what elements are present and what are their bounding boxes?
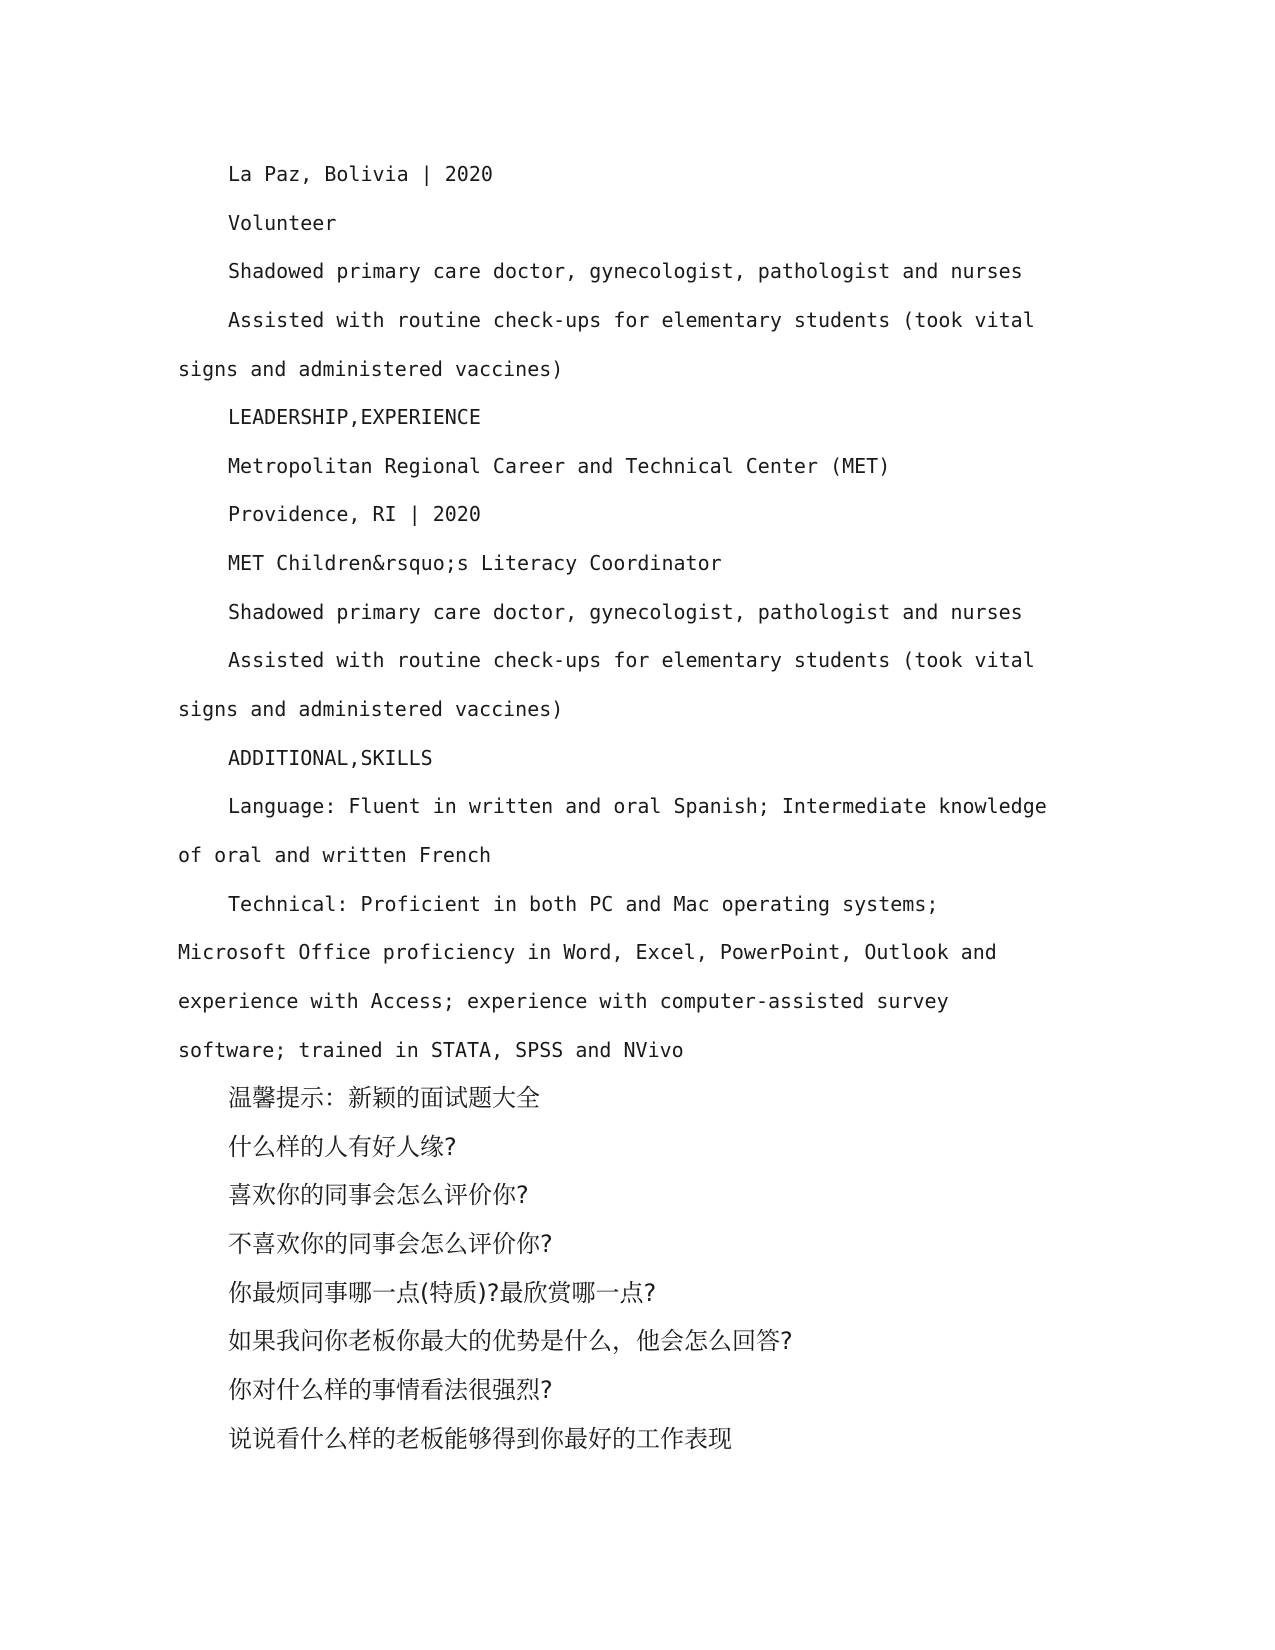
text-line: LEADERSHIP,EXPERIENCE bbox=[228, 405, 481, 430]
text-line: 如果我问你老板你最大的优势是什么，他会怎么回答? bbox=[228, 1327, 793, 1356]
text-line: signs and administered vaccines) bbox=[178, 356, 564, 381]
text-line: ADDITIONAL,SKILLS bbox=[228, 745, 433, 770]
text-line: MET Children&rsquo;s Literacy Coordinator bbox=[228, 551, 722, 576]
text-line: Volunteer bbox=[228, 210, 337, 235]
text-line: 你对什么样的事情看法很强烈? bbox=[228, 1376, 553, 1405]
text-line: Microsoft Office proficiency in Word, Excel, PowerPoint, Outlook and bbox=[178, 940, 997, 965]
text-line: Assisted with routine check-ups for elementary students (took vital bbox=[228, 307, 1035, 332]
text-line: 你最烦同事哪一点(特质)?最欣赏哪一点? bbox=[228, 1278, 657, 1307]
text-line: signs and administered vaccines) bbox=[178, 697, 564, 722]
text-line: La Paz, Bolivia | 2020 bbox=[228, 162, 493, 186]
text-line: 不喜欢你的同事会怎么评价你? bbox=[228, 1230, 553, 1259]
text-line: Metropolitan Regional Career and Technical Center (MET) bbox=[228, 453, 891, 478]
text-line: Assisted with routine check-ups for elementary students (took vital bbox=[228, 648, 1035, 673]
text-line: 说说看什么样的老板能够得到你最好的工作表现 bbox=[228, 1424, 732, 1453]
text-line: software; trained in STATA, SPSS and NVivo bbox=[178, 1037, 684, 1062]
text-line: Providence, RI | 2020 bbox=[228, 502, 481, 527]
text-line: 喜欢你的同事会怎么评价你? bbox=[228, 1181, 529, 1210]
text-line: 什么样的人有好人缘? bbox=[228, 1132, 457, 1161]
text-line: of oral and written French bbox=[178, 842, 492, 867]
text-line: Shadowed primary care doctor, gynecologist, pathologist and nurses bbox=[228, 599, 1023, 624]
text-line: Shadowed primary care doctor, gynecologist, pathologist and nurses bbox=[228, 259, 1023, 284]
text-line: 温馨提示：新颖的面试题大全 bbox=[228, 1084, 540, 1113]
text-line: Language: Fluent in written and oral Spanish; Intermediate knowledge bbox=[228, 794, 1047, 819]
document-body bbox=[178, 150, 1215, 1463]
text-line: Technical: Proficient in both PC and Mac operating systems; bbox=[228, 891, 939, 916]
text-line: experience with Access; experience with computer-assisted survey bbox=[178, 988, 949, 1013]
